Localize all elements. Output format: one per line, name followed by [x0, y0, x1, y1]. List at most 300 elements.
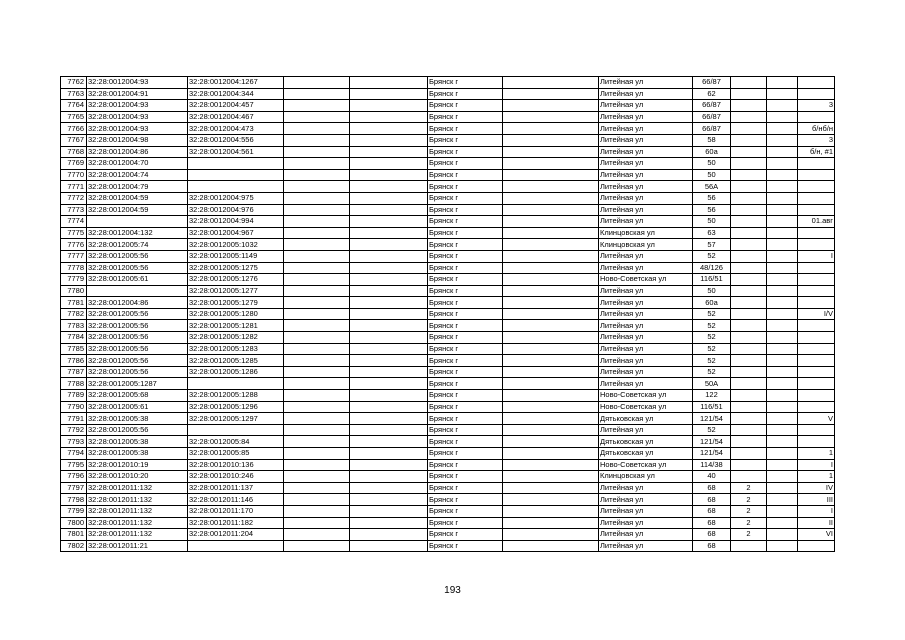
table-cell — [503, 250, 599, 262]
table-cell — [798, 88, 835, 100]
table-cell: Литейная ул — [599, 216, 693, 228]
table-row — [61, 216, 835, 228]
table-cell — [798, 320, 835, 332]
table-row — [61, 505, 835, 517]
table-cell: 32:28:0012005:61 — [87, 274, 188, 286]
table-cell — [731, 308, 767, 320]
table-cell — [767, 227, 798, 239]
table-cell: 68 — [693, 482, 731, 494]
table-cell — [798, 169, 835, 181]
table-cell: 50 — [693, 216, 731, 228]
table-cell: Литейная ул — [599, 366, 693, 378]
table-cell: Брянск г — [428, 320, 503, 332]
table-cell — [731, 297, 767, 309]
table-cell: 2 — [731, 494, 767, 506]
table-cell — [284, 158, 350, 170]
table-cell — [731, 204, 767, 216]
table-cell — [731, 146, 767, 158]
table-cell: Брянск г — [428, 494, 503, 506]
table-cell: Брянск г — [428, 436, 503, 448]
table-cell: 1 — [798, 471, 835, 483]
table-cell: I — [798, 505, 835, 517]
table-cell — [284, 88, 350, 100]
table-cell: 122 — [693, 390, 731, 402]
table-cell: 68 — [693, 494, 731, 506]
table-cell — [503, 355, 599, 367]
table-cell — [767, 482, 798, 494]
table-cell: 7789 — [61, 390, 87, 402]
table-cell: 7778 — [61, 262, 87, 274]
table-cell: Литейная ул — [599, 540, 693, 552]
table-cell: 32:28:0012004:59 — [87, 204, 188, 216]
table-cell — [284, 540, 350, 552]
table-cell: I — [798, 250, 835, 262]
table-cell — [350, 227, 428, 239]
table-cell — [284, 505, 350, 517]
table-cell — [350, 436, 428, 448]
table-cell: 32:28:0012004:74 — [87, 169, 188, 181]
table-cell: 32:28:0012011:132 — [87, 494, 188, 506]
table-cell: Литейная ул — [599, 529, 693, 541]
table-cell: Литейная ул — [599, 111, 693, 123]
table-cell: Дятьковская ул — [599, 413, 693, 425]
table-cell — [503, 529, 599, 541]
table-cell: 52 — [693, 308, 731, 320]
table-cell — [767, 111, 798, 123]
table-cell — [731, 471, 767, 483]
table-cell: 32:28:0012004:473 — [188, 123, 284, 135]
table-cell: Брянск г — [428, 390, 503, 402]
table-cell — [284, 297, 350, 309]
table-cell: 32:28:0012004:86 — [87, 297, 188, 309]
table-cell: Брянск г — [428, 204, 503, 216]
table-cell: 32:28:0012005:1288 — [188, 390, 284, 402]
table-cell — [350, 378, 428, 390]
table-cell: 121/54 — [693, 448, 731, 460]
table-cell — [284, 436, 350, 448]
table-cell — [798, 158, 835, 170]
table-cell: 32:28:0012005:61 — [87, 401, 188, 413]
table-cell: Брянск г — [428, 100, 503, 112]
table-cell — [350, 332, 428, 344]
table-cell — [767, 262, 798, 274]
table-cell: 7798 — [61, 494, 87, 506]
table-cell — [350, 517, 428, 529]
table-cell: 32:28:0012004:98 — [87, 134, 188, 146]
table-cell — [798, 332, 835, 344]
table-cell — [731, 134, 767, 146]
table-row — [61, 366, 835, 378]
table-cell: 32:28:0012004:1267 — [188, 77, 284, 89]
table-cell: 32:28:0012004:59 — [87, 192, 188, 204]
table-cell: 32:28:0012010:20 — [87, 471, 188, 483]
table-cell — [798, 192, 835, 204]
table-cell — [767, 169, 798, 181]
table-cell — [503, 146, 599, 158]
table-cell — [767, 471, 798, 483]
table-cell — [284, 471, 350, 483]
table-cell: 32:28:0012010:136 — [188, 459, 284, 471]
table-cell — [503, 494, 599, 506]
table-cell: Литейная ул — [599, 505, 693, 517]
table-cell — [350, 88, 428, 100]
table-cell: 32:28:0012004:994 — [188, 216, 284, 228]
table-cell — [350, 390, 428, 402]
table-cell: 32:28:0012005:1285 — [188, 355, 284, 367]
table-cell: Брянск г — [428, 401, 503, 413]
table-row — [61, 77, 835, 89]
table-cell — [731, 262, 767, 274]
table-cell: 60а — [693, 297, 731, 309]
table-cell: 7799 — [61, 505, 87, 517]
table-cell: Брянск г — [428, 158, 503, 170]
table-cell — [767, 436, 798, 448]
table-cell — [767, 77, 798, 89]
table-cell — [284, 401, 350, 413]
table-cell — [731, 436, 767, 448]
table-cell: 32:28:0012004:556 — [188, 134, 284, 146]
table-cell: 56 — [693, 192, 731, 204]
table-cell: 52 — [693, 250, 731, 262]
table-cell — [767, 424, 798, 436]
table-cell — [503, 482, 599, 494]
table-cell: Брянск г — [428, 77, 503, 89]
table-cell: 2 — [731, 505, 767, 517]
table-cell: Литейная ул — [599, 308, 693, 320]
table-cell: Дятьковская ул — [599, 436, 693, 448]
table-cell: 32:28:0012005:1283 — [188, 343, 284, 355]
table-cell: Литейная ул — [599, 169, 693, 181]
table-cell: I/V — [798, 308, 835, 320]
table-cell: Литейная ул — [599, 158, 693, 170]
table-cell — [798, 343, 835, 355]
table-cell: 01.авг — [798, 216, 835, 228]
table-cell: 32:28:0012011:170 — [188, 505, 284, 517]
table-cell — [284, 169, 350, 181]
table-cell — [284, 448, 350, 460]
table-cell: 52 — [693, 320, 731, 332]
table-cell — [503, 111, 599, 123]
table-cell: 32:28:0012011:182 — [188, 517, 284, 529]
table-row — [61, 320, 835, 332]
table-cell: 32:28:0012005:1297 — [188, 413, 284, 425]
table-cell — [503, 448, 599, 460]
table-cell — [284, 239, 350, 251]
table-cell: Литейная ул — [599, 146, 693, 158]
table-cell: Клинцовская ул — [599, 471, 693, 483]
table-row — [61, 227, 835, 239]
table-cell — [767, 540, 798, 552]
table-cell: 32:28:0012005:56 — [87, 308, 188, 320]
table-cell: 32:28:0012005:56 — [87, 262, 188, 274]
table-cell: 32:28:0012005:84 — [188, 436, 284, 448]
table-cell: 63 — [693, 227, 731, 239]
table-cell — [350, 320, 428, 332]
table-cell: Литейная ул — [599, 285, 693, 297]
table-cell: 32:28:0012005:56 — [87, 250, 188, 262]
table-cell — [350, 274, 428, 286]
table-cell: 32:28:0012004:93 — [87, 77, 188, 89]
table-cell: 32:28:0012005:68 — [87, 390, 188, 402]
table-cell — [731, 274, 767, 286]
table-cell — [350, 424, 428, 436]
table-cell: 32:28:0012005:1149 — [188, 250, 284, 262]
table-row — [61, 111, 835, 123]
table-cell: 32:28:0012011:204 — [188, 529, 284, 541]
table-cell — [767, 355, 798, 367]
table-cell — [503, 192, 599, 204]
table-cell — [503, 169, 599, 181]
table-cell — [350, 401, 428, 413]
table-cell: Брянск г — [428, 471, 503, 483]
table-cell: 2 — [731, 529, 767, 541]
table-cell: Литейная ул — [599, 378, 693, 390]
table-cell — [503, 216, 599, 228]
table-cell: 32:28:0012005:38 — [87, 448, 188, 460]
table-row — [61, 540, 835, 552]
table-cell: 68 — [693, 540, 731, 552]
table-cell: 60а — [693, 146, 731, 158]
table-cell — [350, 505, 428, 517]
table-row — [61, 332, 835, 344]
table-cell: 7762 — [61, 77, 87, 89]
table-cell — [767, 459, 798, 471]
table-cell: Брянск г — [428, 529, 503, 541]
table-cell — [767, 285, 798, 297]
table-cell — [767, 134, 798, 146]
table-cell: 32:28:0012011:132 — [87, 482, 188, 494]
table-cell: 7779 — [61, 274, 87, 286]
table-cell — [284, 332, 350, 344]
table-cell — [503, 134, 599, 146]
table-cell: Брянск г — [428, 413, 503, 425]
table-cell: 66/87 — [693, 77, 731, 89]
table-cell: Брянск г — [428, 192, 503, 204]
table-cell: 50 — [693, 285, 731, 297]
table-cell — [284, 390, 350, 402]
table-cell: 32:28:0012011:132 — [87, 517, 188, 529]
table-cell: 7776 — [61, 239, 87, 251]
table-cell: 32:28:0012005:1287 — [87, 378, 188, 390]
table-cell — [284, 285, 350, 297]
table-cell — [731, 320, 767, 332]
table-cell — [503, 204, 599, 216]
table-cell — [284, 529, 350, 541]
table-cell: 68 — [693, 517, 731, 529]
table-cell — [798, 274, 835, 286]
table-cell — [350, 366, 428, 378]
table-cell: 7787 — [61, 366, 87, 378]
table-cell — [503, 239, 599, 251]
table-cell — [350, 158, 428, 170]
table-cell — [798, 297, 835, 309]
table-cell — [767, 297, 798, 309]
table-cell — [798, 77, 835, 89]
table-cell — [284, 413, 350, 425]
table-cell — [798, 401, 835, 413]
table-cell: Ново-Советская ул — [599, 390, 693, 402]
table-cell: 32:28:0012005:38 — [87, 413, 188, 425]
table-cell — [731, 448, 767, 460]
table-cell — [767, 158, 798, 170]
table-cell: Клинцовская ул — [599, 239, 693, 251]
table-cell: Брянск г — [428, 262, 503, 274]
table-cell — [350, 134, 428, 146]
table-cell — [350, 169, 428, 181]
table-cell — [767, 216, 798, 228]
table-cell — [731, 250, 767, 262]
table-cell: 32:28:0012005:1286 — [188, 366, 284, 378]
table-cell: 7770 — [61, 169, 87, 181]
table-cell — [767, 505, 798, 517]
table-cell: 7797 — [61, 482, 87, 494]
table-row — [61, 471, 835, 483]
table-cell: II — [798, 517, 835, 529]
table-cell — [503, 100, 599, 112]
table-cell: 32:28:0012005:85 — [188, 448, 284, 460]
table-cell — [731, 401, 767, 413]
table-cell: 7788 — [61, 378, 87, 390]
table-cell: 7786 — [61, 355, 87, 367]
table-cell: 56А — [693, 181, 731, 193]
table-cell: 32:28:0012004:344 — [188, 88, 284, 100]
table-cell: Литейная ул — [599, 250, 693, 262]
table-cell — [767, 274, 798, 286]
table-cell — [767, 390, 798, 402]
table-cell: 57 — [693, 239, 731, 251]
table-cell: 7767 — [61, 134, 87, 146]
table-cell: 7774 — [61, 216, 87, 228]
table-cell — [767, 88, 798, 100]
table-cell: 32:28:0012005:56 — [87, 424, 188, 436]
table-cell — [767, 448, 798, 460]
table-cell — [503, 540, 599, 552]
table-cell — [503, 459, 599, 471]
table-cell: 2 — [731, 482, 767, 494]
table-cell — [350, 448, 428, 460]
table-cell — [731, 366, 767, 378]
table-cell — [767, 517, 798, 529]
table-cell — [503, 413, 599, 425]
table-cell — [798, 366, 835, 378]
table-cell: Брянск г — [428, 227, 503, 239]
table-cell — [503, 505, 599, 517]
table-cell: 58 — [693, 134, 731, 146]
table-cell: 2 — [731, 517, 767, 529]
table-row — [61, 448, 835, 460]
table-row — [61, 424, 835, 436]
table-cell: 32:28:0012004:561 — [188, 146, 284, 158]
table-cell: 7795 — [61, 459, 87, 471]
table-cell: Брянск г — [428, 540, 503, 552]
table-cell — [350, 111, 428, 123]
table-cell: Брянск г — [428, 274, 503, 286]
table-cell — [767, 529, 798, 541]
table-cell: III — [798, 494, 835, 506]
table-cell: Литейная ул — [599, 343, 693, 355]
table-cell: 32:28:0012004:93 — [87, 123, 188, 135]
table-cell — [87, 216, 188, 228]
table-cell: 7790 — [61, 401, 87, 413]
table-row — [61, 239, 835, 251]
table-cell: Брянск г — [428, 297, 503, 309]
table-cell — [350, 216, 428, 228]
table-cell — [767, 320, 798, 332]
table-cell: 32:28:0012004:467 — [188, 111, 284, 123]
table-cell — [284, 250, 350, 262]
table-cell — [350, 192, 428, 204]
table-cell: Литейная ул — [599, 204, 693, 216]
table-cell: Брянск г — [428, 459, 503, 471]
table-cell: Брянск г — [428, 378, 503, 390]
table-cell — [731, 239, 767, 251]
table-cell — [767, 250, 798, 262]
table-cell: 7763 — [61, 88, 87, 100]
table-cell: 32:28:0012005:1282 — [188, 332, 284, 344]
table-cell — [188, 158, 284, 170]
table-row — [61, 158, 835, 170]
table-cell: 32:28:0012004:132 — [87, 227, 188, 239]
table-row — [61, 204, 835, 216]
table-cell — [350, 146, 428, 158]
table-cell: 32:28:0012005:56 — [87, 355, 188, 367]
table-cell — [350, 181, 428, 193]
table-cell: 40 — [693, 471, 731, 483]
table-cell: VI — [798, 529, 835, 541]
table-cell: 32:28:0012011:21 — [87, 540, 188, 552]
table-cell: 32:28:0012005:56 — [87, 332, 188, 344]
table-cell: 32:28:0012011:146 — [188, 494, 284, 506]
table-row — [61, 250, 835, 262]
table-cell — [798, 204, 835, 216]
table-row — [61, 274, 835, 286]
table-cell: 7793 — [61, 436, 87, 448]
table-cell — [284, 134, 350, 146]
table-cell: 7782 — [61, 308, 87, 320]
table-cell — [798, 378, 835, 390]
table-cell: 32:28:0012004:975 — [188, 192, 284, 204]
table-cell: Брянск г — [428, 123, 503, 135]
table-row — [61, 134, 835, 146]
table-cell — [767, 378, 798, 390]
table-cell: 32:28:0012005:1296 — [188, 401, 284, 413]
table-row — [61, 262, 835, 274]
table-row — [61, 390, 835, 402]
table-cell — [798, 424, 835, 436]
table-cell — [731, 111, 767, 123]
table-cell: Брянск г — [428, 355, 503, 367]
table-cell — [350, 494, 428, 506]
table-cell — [350, 204, 428, 216]
table-cell — [284, 494, 350, 506]
table-cell — [503, 297, 599, 309]
table-cell — [284, 77, 350, 89]
table-cell: 32:28:0012005:1279 — [188, 297, 284, 309]
table-cell — [284, 262, 350, 274]
table-cell — [767, 204, 798, 216]
table-cell: 50 — [693, 158, 731, 170]
table-cell: Брянск г — [428, 448, 503, 460]
table-cell: 50А — [693, 378, 731, 390]
table-cell — [284, 204, 350, 216]
table-cell — [503, 181, 599, 193]
table-row — [61, 146, 835, 158]
table-row — [61, 459, 835, 471]
table-cell — [731, 77, 767, 89]
table-cell: 7796 — [61, 471, 87, 483]
table-cell: 32:28:0012004:70 — [87, 158, 188, 170]
table-cell — [731, 123, 767, 135]
